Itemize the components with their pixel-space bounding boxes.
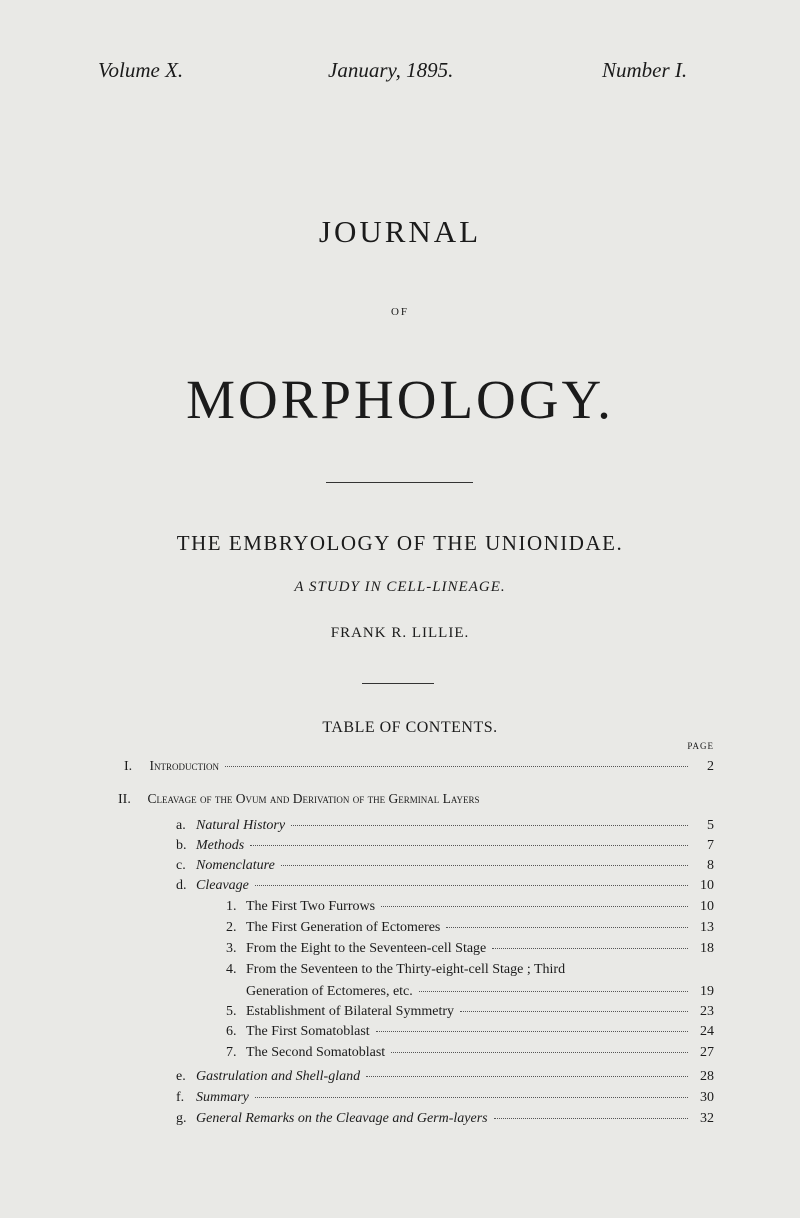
toc-subsection-row <box>176 1111 714 1131</box>
toc-item-continuation-row <box>246 984 714 1004</box>
toc-subsection-title: Cleavage <box>196 878 249 893</box>
toc-page-number: 28 <box>700 1069 714 1084</box>
article-title: THE EMBRYOLOGY OF THE UNIONIDAE. <box>176 531 624 555</box>
toc-item-number: 6. <box>226 1024 237 1039</box>
journal-title-main: MORPHOLOGY. <box>186 369 614 430</box>
issue-number: Number I. <box>602 58 688 82</box>
toc-item-row <box>226 1045 714 1065</box>
toc-item-number: 5. <box>226 1004 237 1019</box>
leader-dots <box>291 825 688 826</box>
toc-subsection-title: Gastrulation and Shell-gland <box>196 1069 361 1084</box>
toc-subsection-title: Methods <box>196 838 245 853</box>
toc-item-row <box>226 1004 714 1024</box>
toc-section-title: Cleavage of the Ovum and Derivation of the Germinal Layers <box>147 791 480 806</box>
title-divider <box>326 482 473 483</box>
toc-section-row <box>124 758 714 778</box>
leader-dots <box>419 991 688 992</box>
toc-subsection-title: Nomenclature <box>196 858 275 873</box>
toc-subsection-letter: f. <box>176 1090 185 1105</box>
toc-subsection-letter: b. <box>176 838 187 853</box>
toc-page-number: 7 <box>707 838 714 853</box>
issue-date: January, 1895. <box>328 58 454 82</box>
toc-section-row <box>118 791 714 811</box>
toc-subsection-title: General Remarks on the Cleavage and Germ-layers <box>196 1111 488 1126</box>
toc-item-title: From the Seventeen to the Thirty-eight-cell Stage ; Third <box>246 962 566 977</box>
toc-page-number: 10 <box>700 878 714 893</box>
author-divider <box>362 683 434 684</box>
toc-item-number: 3. <box>226 941 237 956</box>
leader-dots <box>255 1097 688 1098</box>
toc-page-number: 10 <box>700 899 714 914</box>
leader-dots <box>225 766 688 767</box>
toc-subsection-letter: g. <box>176 1111 187 1126</box>
toc-item-row <box>226 920 714 940</box>
leader-dots <box>250 845 688 846</box>
toc-subsection-letter: a. <box>176 818 186 833</box>
toc-subsection-title: Natural History <box>196 818 286 833</box>
leader-dots <box>376 1031 688 1032</box>
toc-page-number: 24 <box>700 1024 714 1039</box>
toc-page-label: PAGE <box>687 741 714 751</box>
toc-section-title: Introduction <box>149 758 219 773</box>
toc-item-title: The First Two Furrows <box>246 899 376 914</box>
toc-item-row <box>226 941 714 961</box>
toc-item-title: The Second Somatoblast <box>246 1045 386 1060</box>
leader-dots <box>492 948 688 949</box>
leader-dots <box>446 927 688 928</box>
toc-subsection-row <box>176 1090 714 1110</box>
toc-subsection-title: Summary <box>196 1090 249 1105</box>
toc-item-title: The First Generation of Ectomeres <box>246 920 441 935</box>
toc-page-number: 2 <box>707 759 714 774</box>
toc-item-continuation: Generation of Ectomeres, etc. <box>246 984 413 999</box>
leader-dots <box>366 1076 688 1077</box>
toc-subsection-row <box>176 878 714 898</box>
toc-page-number: 23 <box>700 1004 714 1019</box>
toc-item-row <box>226 962 714 982</box>
leader-dots <box>494 1118 688 1119</box>
journal-title-line1: JOURNAL <box>318 214 482 249</box>
toc-item-row <box>226 1024 714 1044</box>
toc-page-number: 30 <box>700 1090 714 1105</box>
toc-section-number: II. <box>118 792 131 807</box>
toc-item-row <box>226 899 714 919</box>
toc-section-number: I. <box>124 759 133 774</box>
toc-page-number: 13 <box>700 920 714 935</box>
toc-item-title: Establishment of Bilateral Symmetry <box>246 1004 455 1019</box>
toc-subsection-row <box>176 818 714 838</box>
leader-dots <box>381 906 688 907</box>
toc-page-number: 32 <box>700 1111 714 1126</box>
toc-subsection-row <box>176 1069 714 1089</box>
toc-item-number: 1. <box>226 899 237 914</box>
toc-page-number: 19 <box>700 984 714 999</box>
toc-subsection-row <box>176 838 714 858</box>
toc-page-number: 18 <box>700 941 714 956</box>
toc-subsection-letter: c. <box>176 858 186 873</box>
article-author: FRANK R. LILLIE. <box>330 625 470 641</box>
toc-subsection-letter: d. <box>176 878 187 893</box>
toc-subsection-letter: e. <box>176 1069 186 1084</box>
toc-item-number: 7. <box>226 1045 237 1060</box>
toc-item-title: From the Eight to the Seventeen-cell Stage <box>246 941 487 956</box>
journal-title-of: OF <box>390 306 410 318</box>
leader-dots <box>255 885 688 886</box>
leader-dots <box>391 1052 688 1053</box>
leader-dots <box>281 865 688 866</box>
toc-subsection-row <box>176 858 714 878</box>
toc-heading: TABLE OF CONTENTS. <box>322 719 498 736</box>
toc-page-number: 8 <box>707 858 714 873</box>
leader-dots <box>460 1011 688 1012</box>
toc-item-number: 2. <box>226 920 237 935</box>
article-subtitle: A STUDY IN CELL-LINEAGE. <box>294 579 506 595</box>
toc-item-title: The First Somatoblast <box>246 1024 370 1039</box>
toc-page-number: 5 <box>707 818 714 833</box>
toc-item-number: 4. <box>226 962 237 977</box>
toc-page-number: 27 <box>700 1045 714 1060</box>
volume-label: Volume X. <box>98 58 184 82</box>
